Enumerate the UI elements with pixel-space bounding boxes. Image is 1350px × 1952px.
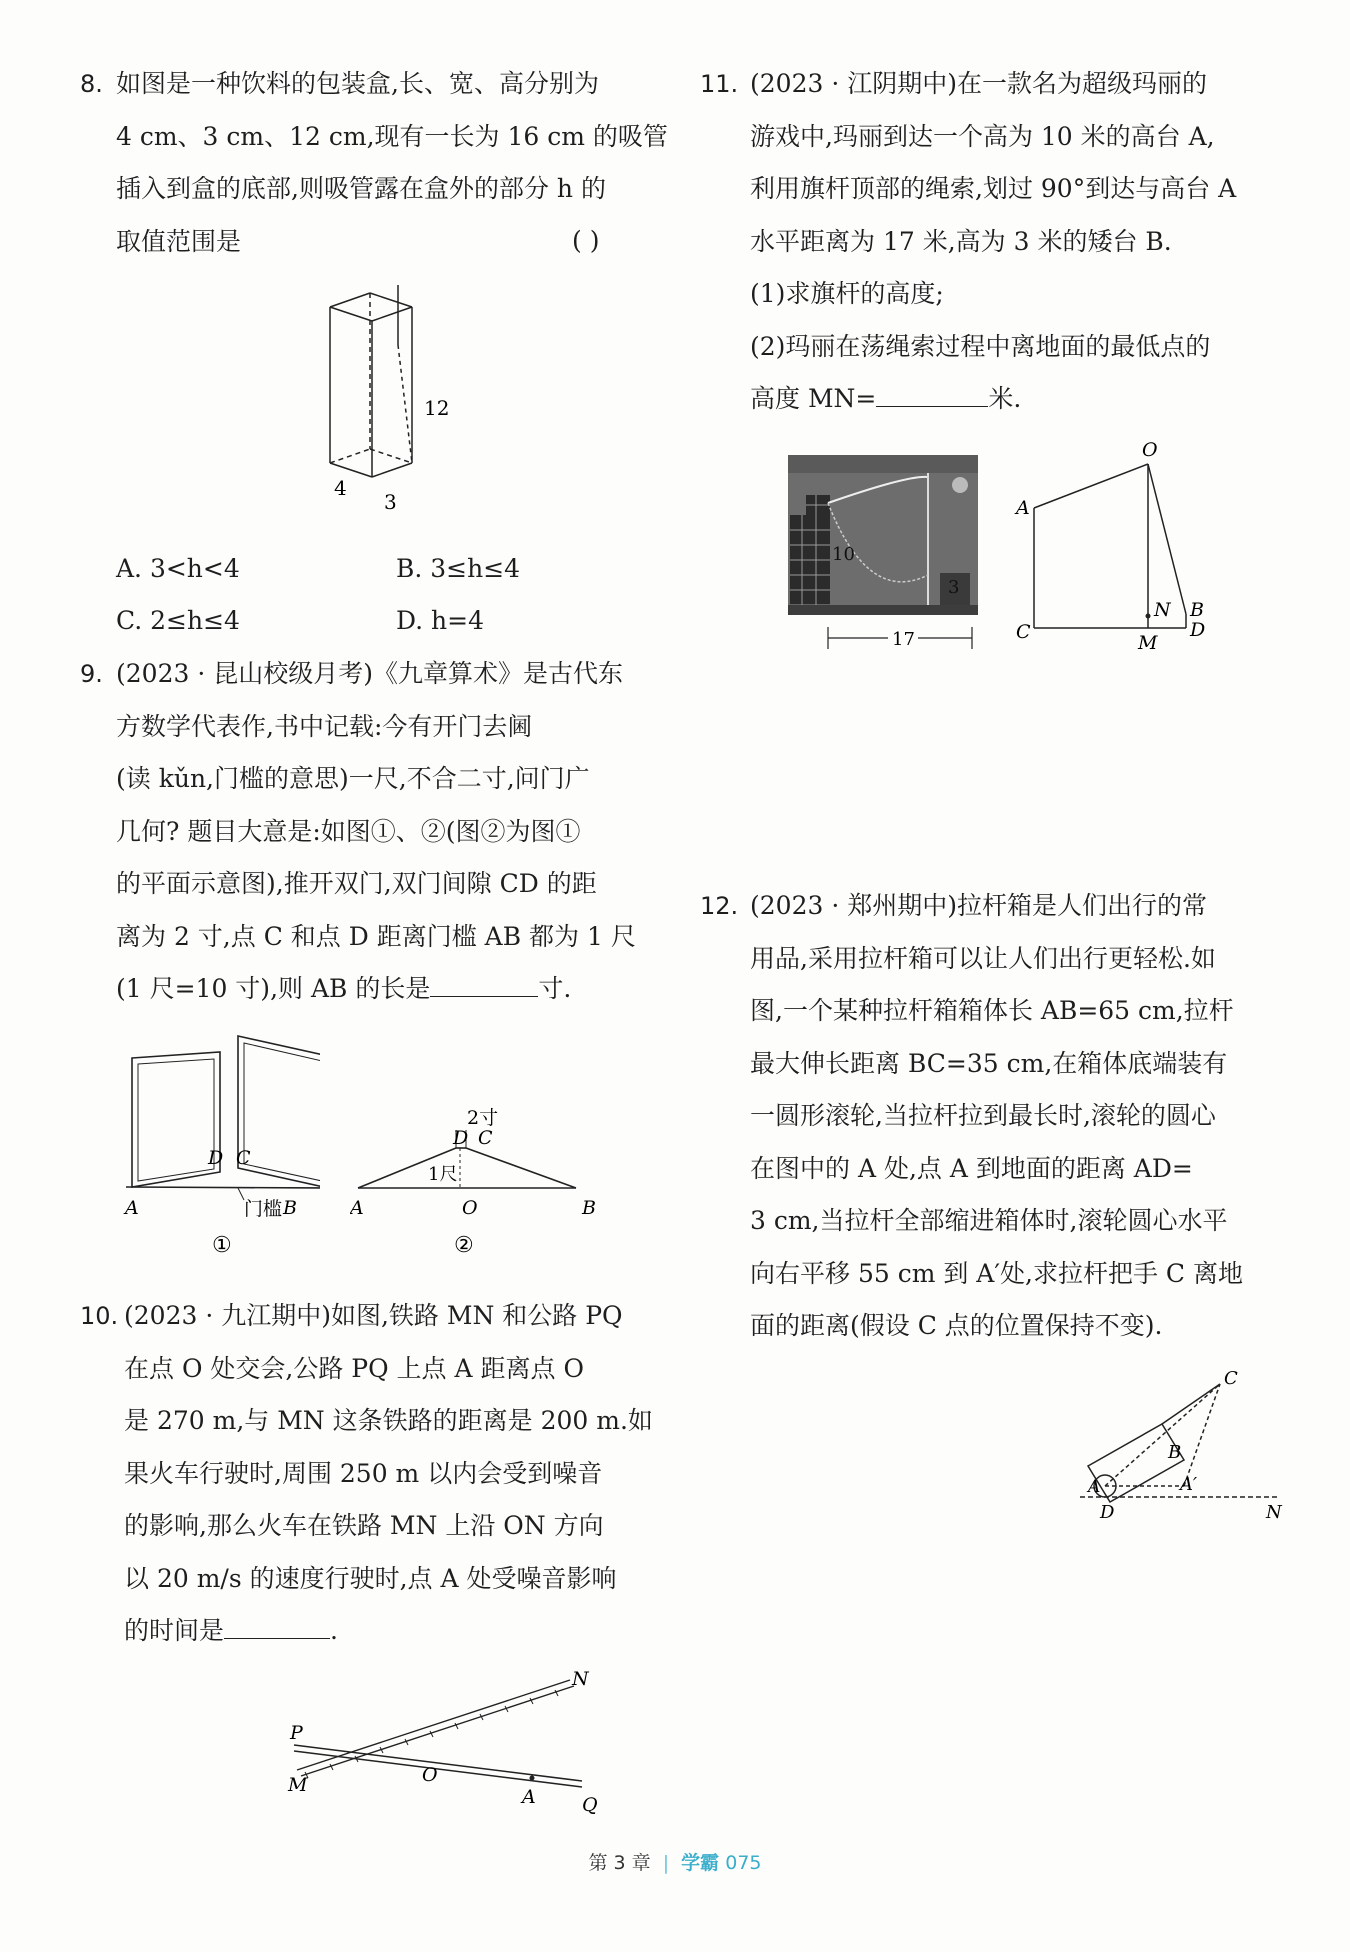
height-3-label: 3 [948,577,960,598]
door-bc [466,1148,576,1188]
question-text-line: 水平距离为 17 米,高为 3 米的矮台 B. [750,226,1172,256]
box-edge [372,463,412,477]
option-c: C. 2≤h≤4 [116,606,240,635]
option-d: D. h=4 [396,606,485,635]
option-a: A. 3<h<4 [116,554,240,583]
swing-diagram [1012,440,1242,650]
option-b: B. 3≤h≤4 [396,554,521,583]
question-text-line: 的影响,那么火车在铁路 MN 上沿 ON 方向 [124,1511,604,1540]
question-text-line [124,1605,704,1658]
point-p-label: P [290,1722,303,1744]
left-door-inner [138,1059,214,1181]
question-text-line: 面的距离(假设 C 点的位置保持不变). [750,1311,1163,1340]
point-n-label: N [1266,1502,1282,1523]
question-text-line: 的平面示意图),推开双门,双门间隙 CD 的距 [116,869,597,898]
question-text: 高度 MN= [750,384,877,413]
chapter-label: 第 3 章 [588,1852,651,1874]
question-text-line: 如图是一种饮料的包装盒,长、宽、高分别为 [116,69,599,98]
punctuation: . [330,1616,338,1645]
handle-bc [1162,1384,1220,1424]
answer-blank[interactable] [430,971,538,997]
question-text-line: 离为 2 寸,点 C 和点 D 距离门槛 AB 都为 1 尺 [116,921,636,951]
question-8 [80,58,668,268]
point-m-label: M [1138,632,1158,650]
question-text-line: 以 20 m/s 的速度行驶时,点 A 处受噪音影响 [124,1563,617,1593]
question-text-line: 用品,采用拉杆箱可以让人们出行更轻松.如 [750,943,1216,973]
box-edge [330,307,372,321]
question-text-line: 在图中的 A 处,点 A 到地面的距离 AD= [750,1153,1193,1183]
question-text-line: 3 cm,当拉杆全部缩进箱体时,滚轮圆心水平 [750,1206,1228,1235]
answer-parentheses: ( ) [572,226,600,255]
question-text-line: (2023 · 九江期中)如图,铁路 MN 和公路 PQ [124,1301,623,1330]
right-door-inner [244,1043,320,1181]
question-10 [80,1290,660,1658]
page-number: 075 [725,1852,762,1874]
rope-oa [1034,464,1148,508]
hidden-edge [370,449,412,463]
hidden-edge [330,449,370,463]
question-text-line: 向右平移 55 cm 到 A′处,求拉杆把手 C 离地 [750,1258,1244,1288]
footer-separator: | [662,1852,670,1874]
unit-text: 米. [988,384,1022,413]
question-12 [700,880,1290,1353]
width-label: 3 [384,490,397,514]
point-b-label: B [582,1197,596,1219]
question-text-line: 游戏中,玛丽到达一个高为 10 米的高台 A, [750,121,1215,151]
distance-label: 1尺 [428,1164,458,1185]
point-a [530,1776,535,1781]
question-text-line: 果火车行驶时,周围 250 m 以内会受到噪音 [124,1458,603,1488]
threshold-label: 门槛 [244,1198,283,1220]
point-b-label: B [1190,599,1204,621]
question-number: 9. [80,660,103,688]
railway-mn [297,1680,574,1776]
game-ground [788,605,978,615]
figure-caption: ① [212,1233,232,1258]
trolley-figure [1080,1360,1310,1530]
question-text-line: (2023 · 昆山校级月考)《九章算术》是古代东 [116,659,623,688]
point-a-prime-label: A′ [1180,1474,1198,1495]
rope-ob [1148,464,1186,614]
point-a-label: A [350,1197,364,1219]
case-body [1088,1424,1184,1502]
unit-text: 寸. [538,974,572,1003]
answer-blank[interactable] [876,381,988,407]
point-o-label: O [1142,440,1158,461]
point-a-label: A [1016,497,1030,519]
road-pq [294,1745,582,1787]
box-figure [320,285,540,525]
point-c-label: C [1224,1368,1238,1389]
point-n-label: N [1154,599,1171,621]
question-11 [700,58,1290,426]
question-text: 的时间是 [124,1616,225,1645]
question-text: (1 尺=10 寸),则 AB 的长是 [116,974,431,1003]
point-d-label: D [1190,619,1206,641]
point-d-label: D [453,1127,469,1149]
question-text-line: (2023 · 江阴期中)在一款名为超级玛丽的 [750,69,1207,98]
game-screenshot [788,455,978,655]
question-9 [80,648,660,1016]
question-text-line: (2023 · 郑州期中)拉杆箱是人们出行的常 [750,891,1207,920]
box-edge [330,293,370,307]
point-c-label: C [478,1127,493,1149]
question-text-line: (读 kǔn,门槛的意思)一尺,不合二寸,问门广 [116,764,590,793]
question-text-line: 4 cm、3 cm、12 cm,现有一长为 16 cm 的吸管 [116,121,668,151]
question-text-line: 在点 O 处交会,公路 PQ 上点 A 距离点 O [124,1353,584,1383]
distance-17-label: 17 [892,629,915,650]
door-figure-2 [350,1100,630,1260]
point-c-label: C [1016,621,1031,643]
question-text-line: 方数学代表作,书中记载:今有开门去阃 [116,711,533,741]
question-text-line: 取值范围是 [116,226,242,256]
brand-label: 学霸 [681,1852,720,1874]
left-door [132,1052,220,1187]
question-text-line: 图,一个某种拉杆箱箱体长 AB=65 cm,拉杆 [750,996,1234,1025]
question-text-line [116,963,696,1016]
segment-ac-dashed [1105,1384,1220,1486]
question-text-line: 插入到盒的底部,则吸管露在盒外的部分 h 的 [116,174,606,203]
question-number: 8. [80,70,103,98]
point-m-label: M [288,1774,308,1796]
door-figure-1 [120,1030,320,1260]
point-a-label: A [522,1786,536,1808]
question-text-line: (1)求旗杆的高度; [750,279,944,308]
question-number: 10. [80,1302,119,1330]
box-edge [330,463,372,477]
answer-blank[interactable] [224,1613,330,1639]
point-b-label: B [1168,1442,1182,1463]
figure-caption: ② [454,1233,474,1258]
point-d-label: D [1100,1502,1115,1523]
question-text-line: 利用旗杆顶部的绳索,划过 90°到达与高台 A [750,174,1237,203]
question-text-line: 几何? 题目大意是:如图①、②(图②为图① [116,816,581,846]
point-c-label: C [236,1147,251,1169]
question-text-line: 一圆形滚轮,当拉杆拉到最长时,滚轮的圆心 [750,1101,1216,1130]
height-10-label: 10 [832,544,855,565]
box-edge [370,293,412,307]
length-label: 4 [334,476,347,500]
point-d-label: D [208,1147,224,1169]
point-b-label: B [283,1197,297,1219]
point-n [1146,614,1151,619]
threshold-line [126,1187,320,1188]
point-q-label: Q [582,1794,598,1816]
question-text-line: 是 270 m,与 MN 这条铁路的距离是 200 m.如 [124,1406,653,1435]
question-text-line: (2)玛丽在荡绳索过程中离地面的最低点的 [750,331,1211,361]
point-n-label: N [572,1668,589,1690]
question-number: 11. [700,70,739,98]
railway-figure [250,1665,610,1825]
question-text-line [750,373,1340,426]
height-label: 12 [424,396,450,420]
page-footer [0,1848,1350,1875]
point-o-label: O [422,1764,438,1786]
segment-a2c-dashed [1184,1384,1220,1486]
point-a-label: A [1088,1477,1101,1497]
gap-label: 2寸 [467,1107,499,1129]
box-edge [372,307,412,321]
point-a-label: A [125,1197,139,1219]
point-o-label: O [462,1197,478,1219]
straw-inside [398,345,412,463]
question-number: 12. [700,892,739,920]
question-text-line: 最大伸长距离 BC=35 cm,在箱体底端装有 [750,1048,1228,1078]
